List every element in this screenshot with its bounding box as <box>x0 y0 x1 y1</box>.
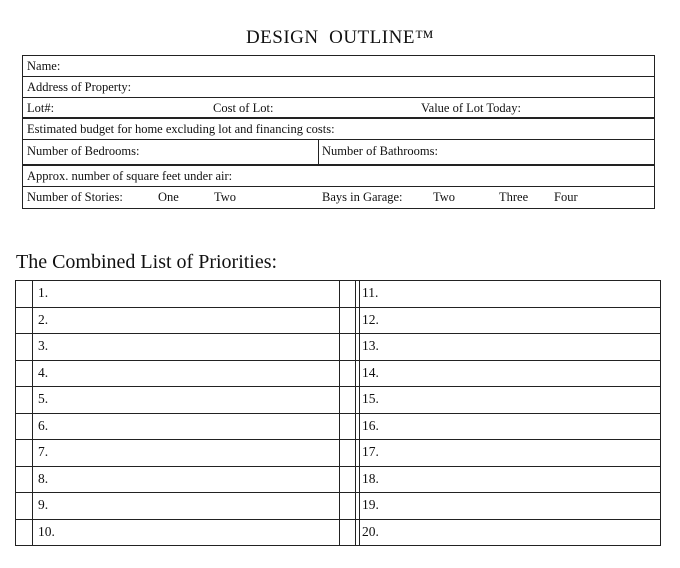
priority-cell[interactable]: 3. <box>38 338 49 353</box>
stories-option-two[interactable]: Two <box>214 190 237 204</box>
priority-cell[interactable]: 7. <box>38 444 49 459</box>
table-row <box>16 387 660 414</box>
priority-cell[interactable]: 18. <box>362 470 379 486</box>
priority-cell[interactable]: 14. <box>362 364 379 380</box>
stories-label: Number of Stories: <box>27 190 123 204</box>
garage-option-four[interactable]: Four <box>554 190 578 204</box>
priority-cell[interactable]: 16. <box>362 417 379 433</box>
value-of-lot-label: Value of Lot Today: <box>421 101 521 115</box>
priority-cell[interactable]: 17. <box>362 444 379 459</box>
priority-cell[interactable]: 1. <box>38 285 49 300</box>
garage-label: Bays in Garage: <box>322 190 403 204</box>
lot-label: Lot#: <box>27 101 55 115</box>
design-outline-form <box>22 55 655 209</box>
table-row <box>16 414 660 441</box>
budget-label: Estimated budget for home excluding lot and financing costs: <box>27 122 335 136</box>
priorities-table <box>15 280 661 546</box>
priority-cell[interactable]: 12. <box>362 311 379 327</box>
priority-cell[interactable]: 4. <box>38 364 49 380</box>
sqft-label: Approx. number of square feet under air: <box>27 169 233 183</box>
rooms-divider <box>318 140 319 164</box>
sqft-row[interactable] <box>23 166 654 187</box>
garage-option-three[interactable]: Three <box>499 190 529 204</box>
table-row <box>16 334 660 361</box>
name-row[interactable] <box>23 56 654 77</box>
priority-cell[interactable]: 8. <box>38 470 49 486</box>
priority-cell[interactable]: 20. <box>362 523 379 539</box>
table-row <box>16 308 660 335</box>
bedrooms-label: Number of Bedrooms: <box>27 144 140 158</box>
priority-cell[interactable]: 11. <box>362 285 379 300</box>
table-row <box>16 493 660 520</box>
stories-garage-row <box>23 187 654 208</box>
cost-of-lot-label: Cost of Lot: <box>213 101 274 115</box>
priority-cell[interactable]: 13. <box>362 338 379 353</box>
rooms-row <box>23 140 654 166</box>
lot-row[interactable] <box>23 98 654 119</box>
address-label: Address of Property: <box>27 80 132 94</box>
stories-option-one[interactable]: One <box>158 190 179 204</box>
table-row <box>16 281 660 308</box>
address-row[interactable] <box>23 77 654 98</box>
garage-option-two[interactable]: Two <box>433 190 456 204</box>
priority-cell[interactable]: 19. <box>362 497 379 512</box>
priority-cell[interactable]: 2. <box>38 311 49 327</box>
priority-cell[interactable]: 6. <box>38 417 49 433</box>
table-row <box>16 520 660 545</box>
bathrooms-label: Number of Bathrooms: <box>322 144 438 158</box>
priority-cell[interactable]: 5. <box>38 391 49 406</box>
page-title: DESIGN OUTLINE™ <box>245 27 435 48</box>
table-row <box>16 361 660 388</box>
table-row <box>16 440 660 467</box>
name-label: Name: <box>27 59 61 73</box>
priority-cell[interactable]: 10. <box>38 523 55 539</box>
priority-cell[interactable]: 9. <box>38 497 49 512</box>
table-row <box>16 467 660 494</box>
budget-row[interactable] <box>23 119 654 140</box>
priority-cell[interactable]: 15. <box>362 391 379 406</box>
priorities-title: The Combined List of Priorities: <box>16 251 278 273</box>
